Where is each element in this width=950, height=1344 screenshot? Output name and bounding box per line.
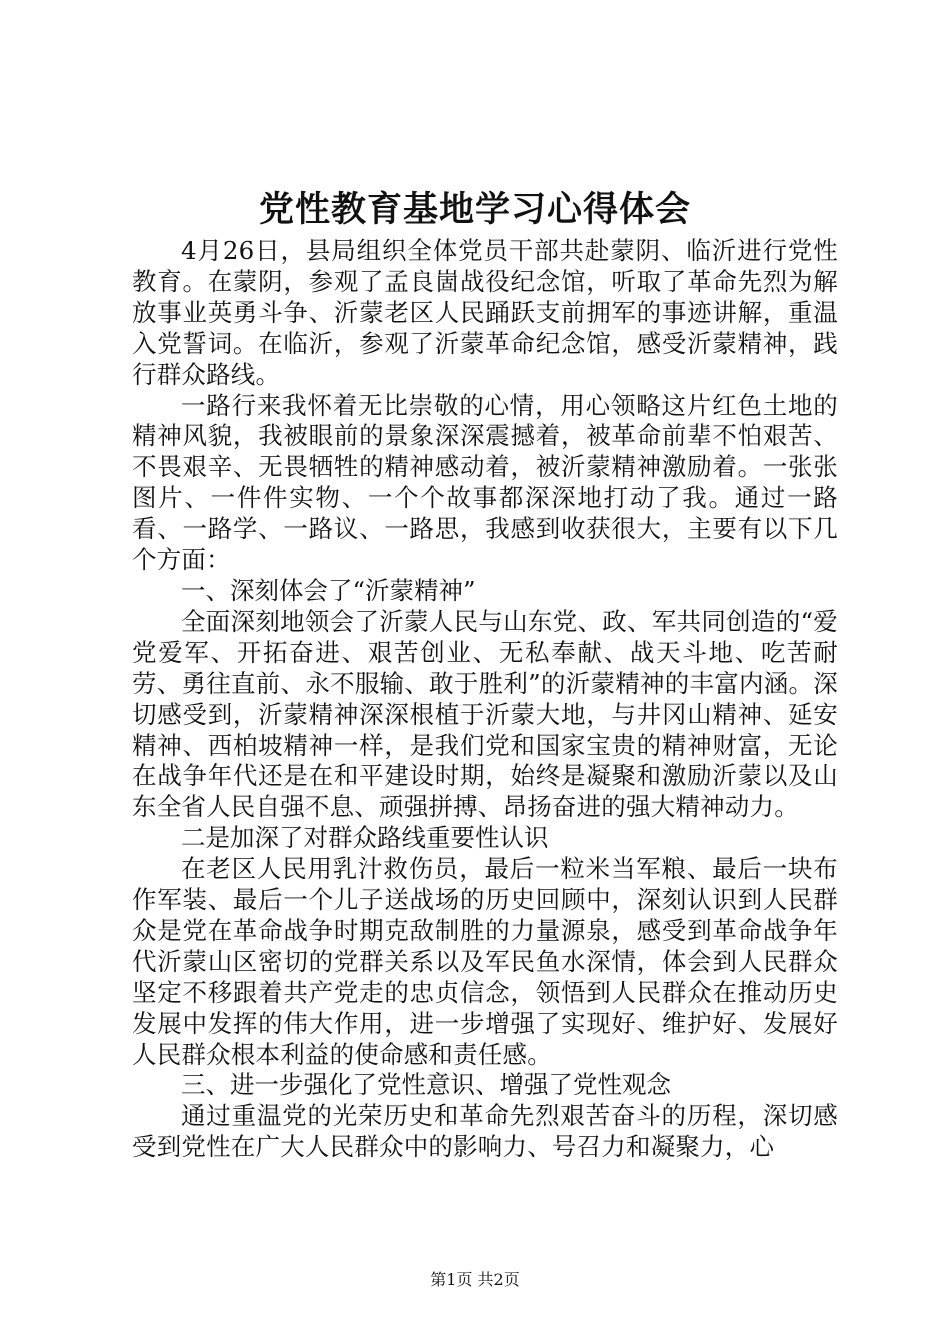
paragraph-section-3: 通过重温党的光荣历史和革命先烈艰苦奋斗的历程，深切感受到党性在广大人民群众中的影响力、号召力和凝聚力，心 (132, 1101, 838, 1162)
section-heading-1: 一、深刻体会了“沂蒙精神” (181, 575, 476, 605)
document-title: 党性教育基地学习心得体会 (258, 189, 691, 230)
page-number: 第1页 共2页 (430, 1270, 520, 1289)
paragraph-section-1: 全面深刻地领会了沂蒙人民与山东党、政、军共同创造的“爱党爱军、开拓奋进、艰苦创业、无私奉献、战天斗地、吃苦耐劳、勇往直前、永不服输、敢于胜利”的沂蒙精神的丰富内涵。深切感受到，沂蒙精神深深根植于沂蒙大地，与井冈山精神、延安精神、西柏坡精神一样，是我们党和国家宝贵的精神财富，无论在战争年代还是在和平建设时期，始终是凝聚和激励沂蒙以及山东全省人民自强不息、顽强拼搏、昂扬奋进的强大精神动力。 (132, 606, 838, 822)
section-heading-3: 三、进一步强化了党性意识、增强了党性观念 (181, 1070, 671, 1100)
document-body (132, 236, 838, 1163)
section-heading-2: 二是加深了对群众路线重要性认识 (181, 823, 549, 853)
paragraph-section-2: 在老区人民用乳汁救伤员，最后一粒米当军粮、最后一块布作军装、最后一个儿子送战场的历史回顾中，深刻认识到人民群众是党在革命战争时期克敌制胜的力量源泉，感受到革命战争年代沂蒙山区密切的党群关系以及军民鱼水深情，体会到人民群众坚定不移跟着共产党走的忠贞信念，领悟到人民群众在推动历史发展中发挥的伟大作用，进一步增强了实现好、维护好、发展好人民群众根本利益的使命感和责任感。 (132, 854, 838, 1069)
paragraph-intro: 4月26日，县局组织全体党员干部共赴蒙阴、临沂进行党性教育。在蒙阴，参观了孟良崮战役纪念馆，听取了革命先烈为解放事业英勇斗争、沂蒙老区人民踊跃支前拥军的事迹讲解，重温入党誓词。在临沂，参观了沂蒙革命纪念馆，感受沂蒙精神，践行群众路线。 (132, 236, 838, 389)
paragraph-impressions: 一路行来我怀着无比崇敬的心情，用心领略这片红色土地的精神风貌，我被眼前的景象深深震撼着，被革命前辈不怕艰苦、不畏艰辛、无畏牺牲的精神感动着，被沂蒙精神激励着。一张张图片、一件件实物、一个个故事都深深地打动了我。通过一路看、一路学、一路议、一路思，我感到收获很大，主要有以下几个方面： (132, 390, 838, 575)
